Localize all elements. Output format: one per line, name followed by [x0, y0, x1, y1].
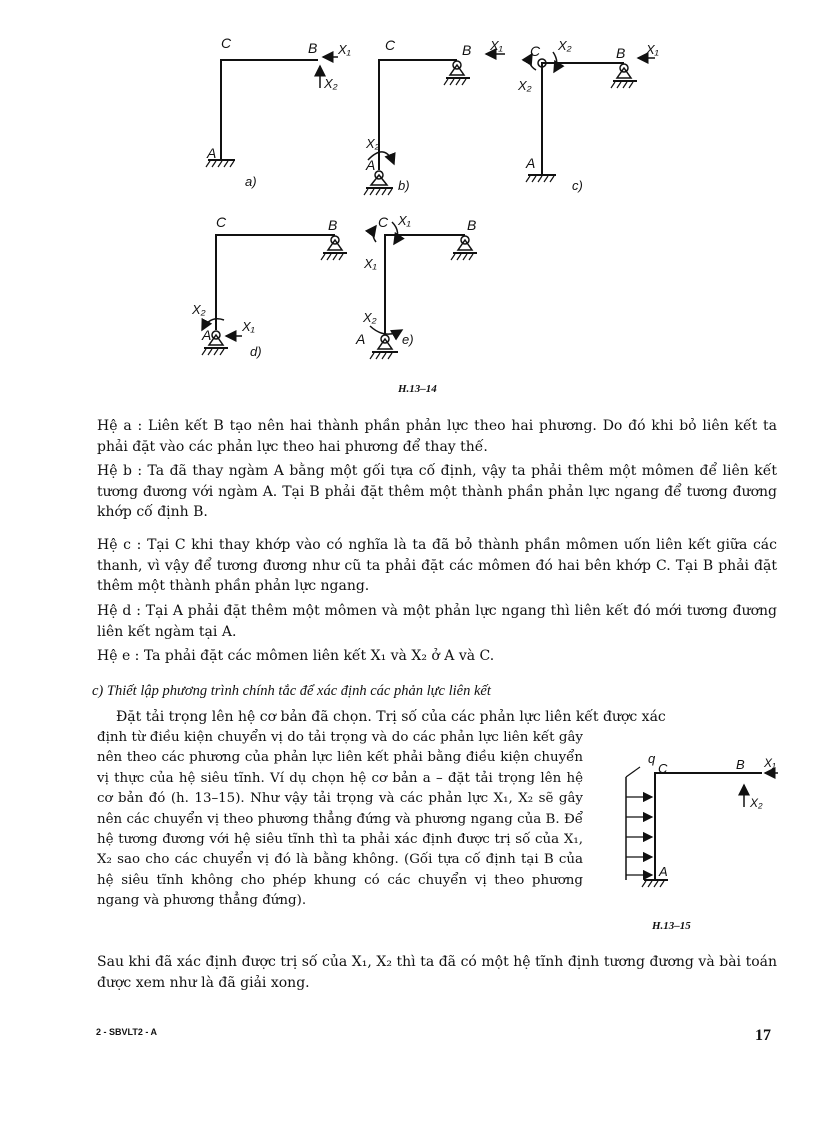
node-c-label: C	[221, 35, 232, 51]
subfigure-a-label: a)	[245, 174, 257, 189]
frame-b	[364, 37, 505, 195]
paragraph-he-e: Hệ e : Ta phải đặt các mômen liên kết X₁ và X₂ ở A và C.	[97, 648, 495, 664]
paragraph-he-c: Hệ c : Tại C khi thay khớp vào có nghĩa là ta đã bỏ thành phần mômen uốn liên kết giữa các thanh, vì vậy để tương đương như cũ ta phải đặt các mômen đó hai bên khớp C. Tại B phải đặt thêm một thành phần phản lực ngang.	[97, 537, 777, 594]
frame-a	[206, 35, 351, 189]
paragraph-he-d: Hệ d : Tại A phải đặt thêm một mômen và một phản lực ngang thì liên kết đó mới tương đương liên kết ngàm tại A.	[97, 603, 777, 640]
node-b-label: B	[308, 40, 318, 56]
x2-label: X₂	[750, 796, 763, 810]
x1-label-left: X₁	[364, 256, 377, 271]
node-c-label: C	[216, 214, 227, 230]
x1-label: X₁	[242, 319, 255, 334]
x2-label-top: X₂	[558, 38, 572, 53]
subfigure-e-label: e)	[402, 332, 414, 347]
x1-label-top: X₁	[398, 213, 411, 228]
node-a-label: A	[207, 145, 217, 161]
node-b-label: B	[616, 45, 626, 61]
frame-e	[355, 213, 477, 359]
node-b-label: B	[467, 217, 477, 233]
x2-label-left: X₂	[518, 78, 532, 93]
figure-13-14	[180, 30, 700, 375]
frame-c	[517, 38, 659, 193]
figure-13-14-caption: H.13–14	[398, 383, 437, 395]
node-a-label: A	[366, 157, 376, 173]
subfigure-d-label: d)	[250, 344, 262, 359]
paragraph-he-b: Hệ b : Ta đã thay ngàm A bằng một gối tựa cố định, vậy ta phải thêm một mômen để liên kết tương đương với ngàm A. Tại B phải đặt thêm một thành phần phản lực ngang để tương đương khớp cố định B.	[97, 463, 777, 520]
section-heading: c) Thiết lập phương trình chính tắc để xác định các phản lực liên kết	[92, 683, 491, 699]
paragraph-he-a: Hệ a : Liên kết B tạo nên hai thành phần phản lực theo hai phương. Do đó khi bỏ liên kết ta phải đặt vào các phản lực theo hai phương để thay thế.	[97, 418, 777, 455]
subfigure-b-label: b)	[398, 178, 410, 193]
frame-d	[191, 214, 347, 359]
node-c-label: C	[385, 37, 396, 53]
node-c-label: C	[658, 761, 668, 776]
paragraph-body-2: Sau khi đã xác định được trị số của X₁, X₂ thì ta đã có một hệ tĩnh định tương đương và bài toán được xem như là đã giải xong.	[97, 954, 777, 991]
x2-label: X₂	[366, 136, 380, 151]
node-a-label: A	[202, 327, 212, 343]
node-b-label: B	[736, 757, 745, 772]
figure-13-15-caption: H.13–15	[652, 920, 691, 932]
node-a-label: A	[356, 331, 366, 347]
node-a-label: A	[659, 864, 668, 879]
x1-label: X₁	[646, 42, 659, 57]
x2-label: X₂	[363, 310, 377, 325]
x1-label: X₁	[338, 42, 351, 57]
subfigure-c-label: c)	[572, 178, 583, 193]
load-q-label: q	[648, 751, 656, 766]
footer-code: 2 - SBVLT2 - A	[96, 1027, 158, 1037]
x2-label: X₂	[192, 302, 206, 317]
paragraph-body-1: định từ điều kiện chuyển vị do tải trọng và do các phản lực liên kết gây nên theo các phương của phản lực liên kết phải bằng điều kiện chuyển vị thực của hệ siêu tĩnh. Ví dụ chọn hệ cơ bản a – đặt tải trọng lên hệ cơ bản đó (h. 13–15). Như vậy tải trọng và các phản lực X₁, X₂ sẽ gây nên các chuyển vị theo phương thẳng đứng và phương ngang của B. Để hệ tương đương với hệ siêu tĩnh thì ta phải xác định được trị số của X₁, X₂ sao cho các chuyển vị đó là bằng không. (Gối tựa cố định tại B của hệ siêu tĩnh không cho phép khung có các chuyển vị theo phương ngang và phương thẳng đứng).	[97, 730, 583, 909]
x1-label: X₁	[764, 756, 776, 770]
x2-label: X₂	[324, 76, 338, 91]
node-c-label: C	[530, 43, 541, 59]
node-c-label: C	[378, 214, 389, 230]
node-a-label: A	[526, 155, 536, 171]
figure-13-15	[600, 745, 790, 895]
node-b-label: B	[328, 217, 338, 233]
page-number: 17	[755, 1027, 771, 1044]
paragraph-body-1-first-line: Đặt tải trọng lên hệ cơ bản đã chọn. Trị số của các phản lực liên kết được xác	[116, 709, 666, 725]
x1-label: X₁	[490, 38, 503, 53]
node-b-label: B	[462, 42, 472, 58]
